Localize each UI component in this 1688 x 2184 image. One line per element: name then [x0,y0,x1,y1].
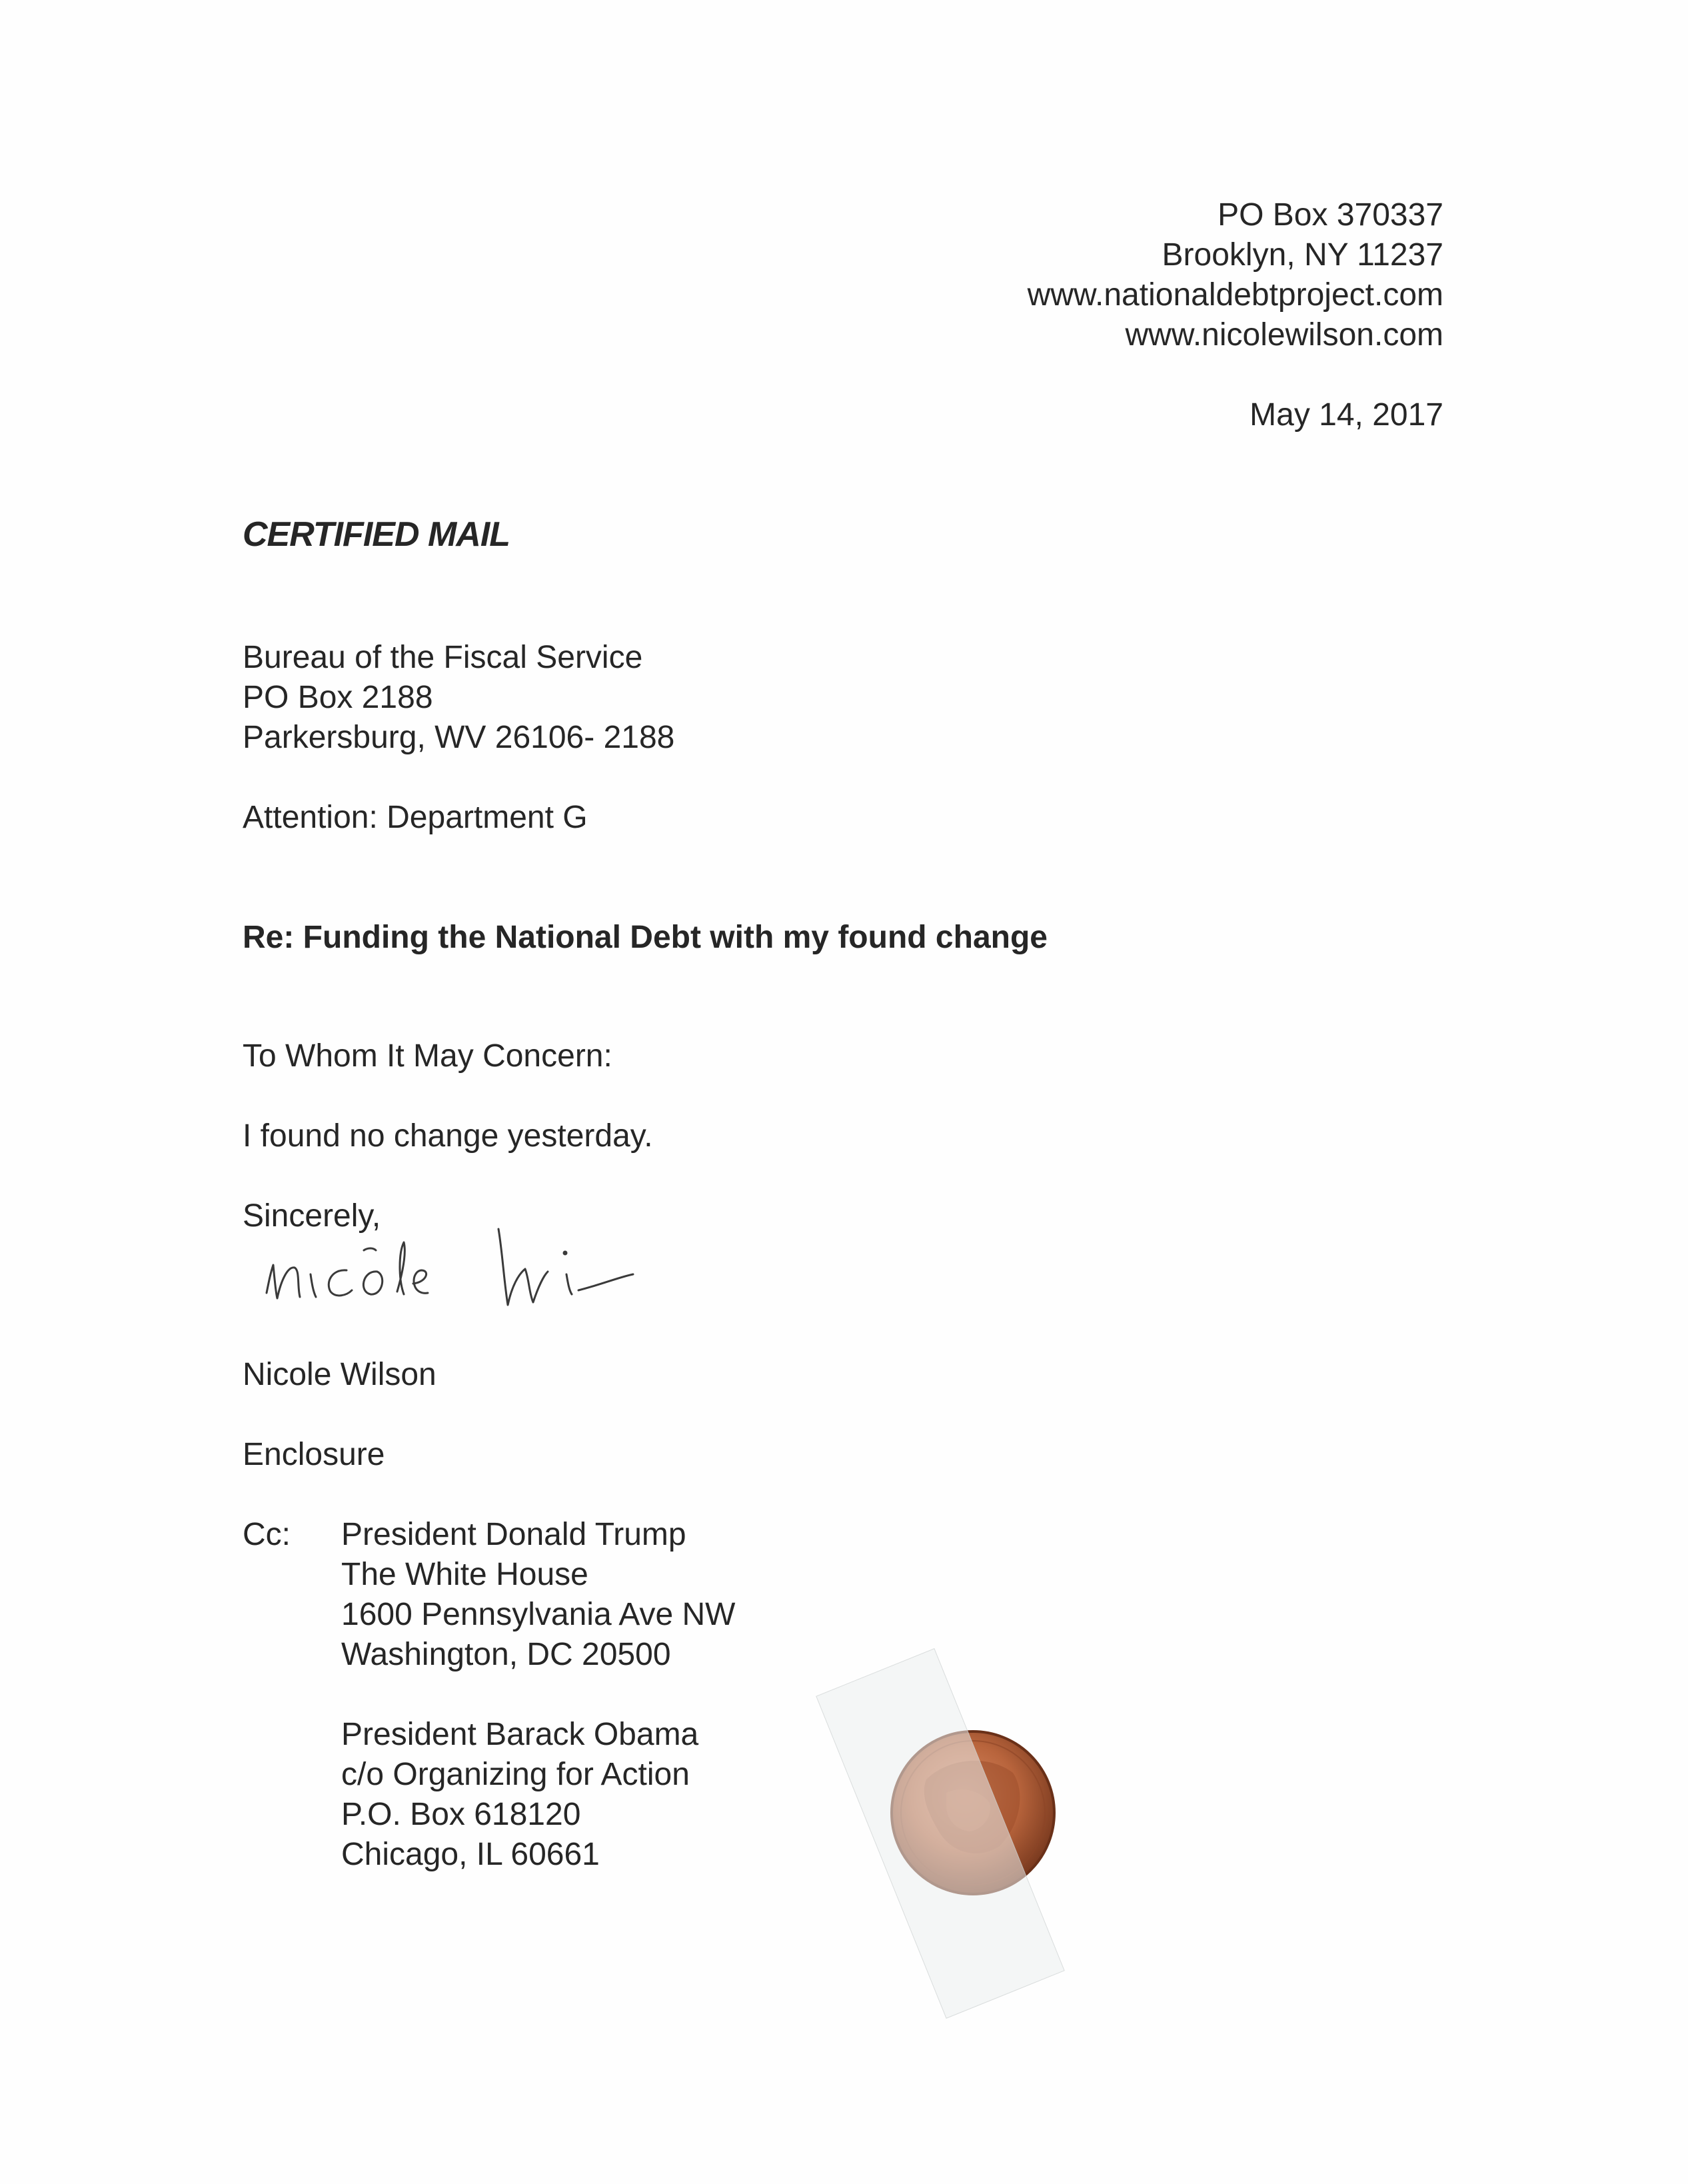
sender-website-2: www.nicolewilson.com [1125,317,1443,353]
sender-address-line2: Brooklyn, NY 11237 [1162,237,1443,273]
closing: Sincerely, [243,1198,381,1234]
handwritten-signature [247,1213,660,1340]
cc-recipient-2-line3: P.O. Box 618120 [341,1797,581,1832]
cc-recipient-1-line2: The White House [341,1557,588,1592]
cc-label: Cc: [243,1517,291,1552]
sender-address-line1: PO Box 370337 [1218,197,1443,233]
sender-website-1: www.nationaldebtproject.com [1027,277,1443,313]
enclosure-note: Enclosure [243,1437,385,1472]
signer-name: Nicole Wilson [243,1357,436,1392]
cc-recipient-1-line3: 1600 Pennsylvania Ave NW [341,1597,736,1632]
recipient-address-line2: Parkersburg, WV 26106- 2188 [243,720,675,755]
cc-recipient-2-line1: President Barack Obama [341,1717,699,1752]
cc-recipient-2-line4: Chicago, IL 60661 [341,1837,600,1872]
salutation: To Whom It May Concern: [243,1038,612,1074]
subject-line: Re: Funding the National Debt with my found change [243,920,1048,955]
attention-line: Attention: Department G [243,800,588,835]
recipient-name: Bureau of the Fiscal Service [243,640,643,675]
letter-date: May 14, 2017 [1250,397,1443,433]
cc-recipient-1-line4: Washington, DC 20500 [341,1637,671,1672]
cc-recipient-1-line1: President Donald Trump [341,1517,686,1552]
cc-recipient-2-line2: c/o Organizing for Action [341,1757,690,1792]
delivery-method: CERTIFIED MAIL [243,515,510,554]
body-text: I found no change yesterday. [243,1118,653,1154]
recipient-address-line1: PO Box 2188 [243,680,433,715]
